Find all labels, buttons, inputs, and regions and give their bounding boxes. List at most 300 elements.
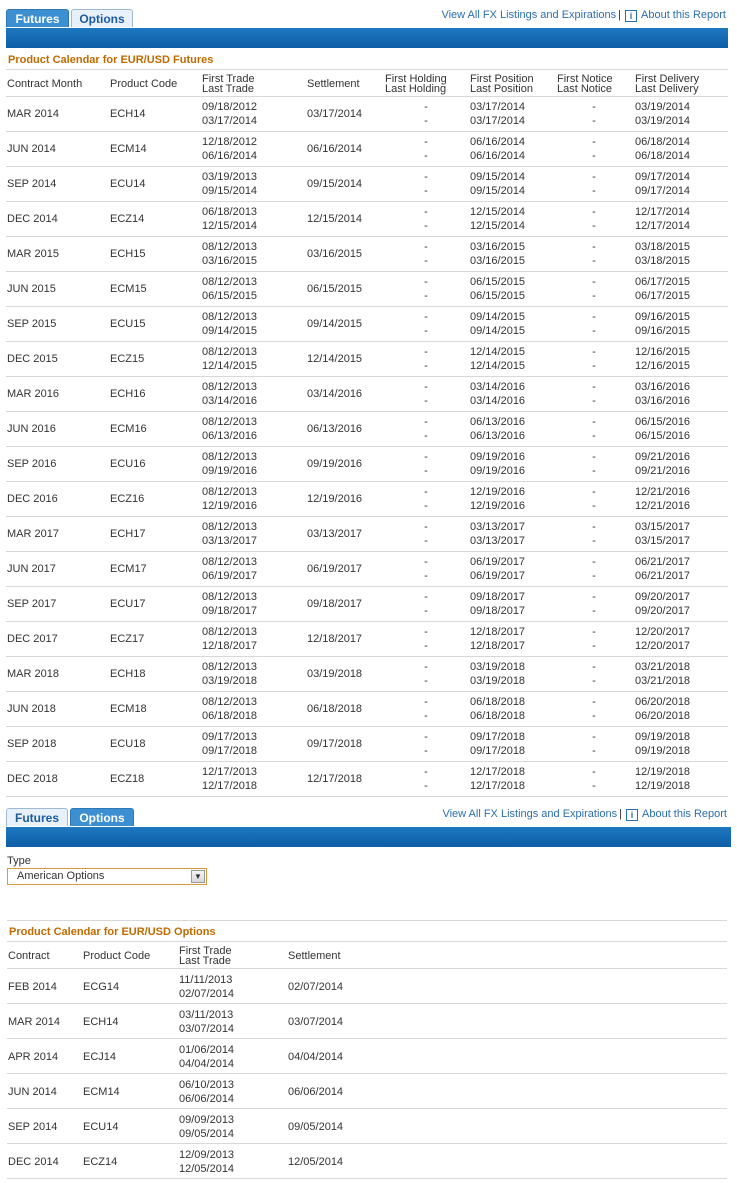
contract-month: JUN 2017 [7,563,56,575]
last-delivery: 06/21/2017 [635,570,691,582]
row-divider [6,446,728,447]
product-code: ECH14 [83,1016,119,1028]
first-holding: - [424,591,428,603]
product-code: ECJ14 [83,1051,117,1063]
row-divider [6,551,728,552]
last-holding: - [424,745,428,757]
header-first-position: First Position [470,73,534,85]
first-holding: - [424,276,428,288]
last-position: 06/15/2015 [470,290,526,302]
options-title: Product Calendar for EUR/USD Options [9,926,216,938]
first-notice: - [592,171,596,183]
divider [7,920,727,921]
product-code: ECM18 [110,703,147,715]
row-divider [6,271,728,272]
divider [6,69,728,70]
first-notice: - [592,661,596,673]
first-trade: 12/18/2012 [202,136,258,148]
first-position: 03/13/2017 [470,521,526,533]
first-position: 09/17/2018 [470,731,526,743]
header-last-position: Last Position [470,83,533,95]
top-links [442,806,727,822]
contract-month: SEP 2015 [7,318,57,330]
last-holding: - [424,325,428,337]
first-trade: 08/12/2013 [202,556,258,568]
product-code: ECH14 [110,108,146,120]
first-trade: 03/11/2013 [179,1009,234,1021]
row-divider [7,1178,727,1179]
last-trade: 12/14/2015 [202,360,258,372]
last-delivery: 03/21/2018 [635,675,691,687]
first-position: 06/15/2015 [470,276,526,288]
first-trade: 08/12/2013 [202,311,258,323]
first-delivery: 03/16/2016 [635,381,691,393]
futures-tab[interactable]: Futures [6,808,68,826]
link-separator: | [618,9,621,21]
last-holding: - [424,150,428,162]
row-divider [6,796,728,797]
first-notice: - [592,101,596,113]
first-trade: 11/11/2013 [179,974,233,986]
settlement: 09/18/2017 [307,598,363,610]
info-icon[interactable]: i [625,10,637,22]
contract: DEC 2014 [8,1156,59,1168]
contract-month: DEC 2014 [7,213,58,225]
first-notice: - [592,416,596,428]
first-notice: - [592,136,596,148]
last-delivery: 06/15/2016 [635,430,691,442]
last-trade: 06/19/2017 [202,570,258,582]
last-notice: - [592,360,596,372]
last-position: 03/19/2018 [470,675,526,687]
product-code: ECH18 [110,668,146,680]
last-holding: - [424,780,428,792]
last-delivery: 09/17/2014 [635,185,691,197]
first-delivery: 09/20/2017 [635,591,691,603]
contract: FEB 2014 [8,981,57,993]
type-select[interactable] [7,868,207,885]
first-delivery: 09/16/2015 [635,311,691,323]
last-notice: - [592,710,596,722]
first-trade: 06/18/2013 [202,206,258,218]
last-trade: 09/14/2015 [202,325,258,337]
first-position: 09/14/2015 [470,311,526,323]
futures-tab[interactable]: Futures [6,9,69,27]
header-product-code: Product Code [110,78,178,90]
type-select-value: American Options [17,870,105,882]
last-notice: - [592,430,596,442]
header-settlement: Settlement [307,78,360,90]
last-notice: - [592,290,596,302]
settlement: 02/07/2014 [288,981,344,993]
first-position: 12/15/2014 [470,206,526,218]
last-delivery: 03/16/2016 [635,395,691,407]
view-all-fx-link[interactable]: View All FX Listings and Expirations [442,808,618,820]
last-trade: 06/16/2014 [202,150,258,162]
settlement: 12/17/2018 [307,773,363,785]
settlement: 09/05/2014 [288,1121,344,1133]
contract-month: MAR 2017 [7,528,59,540]
last-holding: - [424,115,428,127]
product-code: ECH17 [110,528,146,540]
first-position: 09/19/2016 [470,451,526,463]
last-trade: 03/16/2015 [202,255,258,267]
first-delivery: 09/19/2018 [635,731,691,743]
last-holding: - [424,360,428,372]
first-notice: - [592,556,596,568]
last-delivery: 06/18/2014 [635,150,691,162]
first-trade: 12/09/2013 [179,1149,235,1161]
contract: MAR 2014 [8,1016,60,1028]
settlement: 03/13/2017 [307,528,363,540]
last-trade: 06/13/2016 [202,430,258,442]
first-position: 12/18/2017 [470,626,526,638]
last-delivery: 09/21/2016 [635,465,691,477]
options-calendar-section [0,800,737,1183]
last-holding: - [424,290,428,302]
product-code: ECG14 [83,981,120,993]
link-separator: | [619,808,622,820]
last-notice: - [592,115,596,127]
settlement: 06/06/2014 [288,1086,344,1098]
first-notice: - [592,521,596,533]
first-notice: - [592,626,596,638]
first-delivery: 12/16/2015 [635,346,691,358]
settlement: 06/19/2017 [307,563,363,575]
contract-month: JUN 2015 [7,283,56,295]
row-divider [6,691,728,692]
row-divider [6,201,728,202]
last-trade: 09/19/2016 [202,465,258,477]
chevron-down-icon[interactable]: ▼ [191,870,205,883]
last-trade: 04/04/2014 [179,1058,235,1070]
settlement: 12/15/2014 [307,213,363,225]
last-holding: - [424,500,428,512]
last-notice: - [592,185,596,197]
last-holding: - [424,395,428,407]
first-holding: - [424,136,428,148]
first-delivery: 06/17/2015 [635,276,691,288]
first-trade: 08/12/2013 [202,696,258,708]
first-trade: 09/18/2012 [202,101,258,113]
last-delivery: 03/18/2015 [635,255,691,267]
last-trade: 12/17/2018 [202,780,258,792]
contract-month: DEC 2016 [7,493,58,505]
first-holding: - [424,486,428,498]
settlement: 06/16/2014 [307,143,363,155]
first-holding: - [424,381,428,393]
last-trade: 09/15/2014 [202,185,258,197]
last-delivery: 12/20/2017 [635,640,691,652]
row-divider [7,1073,727,1074]
last-delivery: 09/20/2017 [635,605,691,617]
product-code: ECM15 [110,283,147,295]
last-notice: - [592,255,596,267]
last-trade: 03/17/2014 [202,115,258,127]
product-code: ECU17 [110,598,146,610]
last-notice: - [592,220,596,232]
last-notice: - [592,570,596,582]
product-code: ECZ15 [110,353,145,365]
futures-title: Product Calendar for EUR/USD Futures [8,54,214,66]
header-first-trade: First Trade [179,945,232,957]
header-last-notice: Last Notice [557,83,613,95]
header-divider [7,968,727,969]
last-holding: - [424,570,428,582]
last-position: 09/17/2018 [470,745,526,757]
settlement: 09/15/2014 [307,178,363,190]
row-divider [6,761,728,762]
about-report-link[interactable]: About this Report [641,9,726,21]
row-divider [6,726,728,727]
first-position: 06/18/2018 [470,696,526,708]
contract-month: SEP 2016 [7,458,57,470]
first-holding: - [424,346,428,358]
header-first-trade: First Trade [202,73,255,85]
row-divider [6,621,728,622]
last-delivery: 12/16/2015 [635,360,691,372]
product-code: ECZ17 [110,633,145,645]
first-holding: - [424,521,428,533]
first-delivery: 06/20/2018 [635,696,691,708]
last-position: 12/17/2018 [470,780,526,792]
last-notice: - [592,500,596,512]
header-contract-month: Contract Month [7,78,83,90]
row-divider [6,481,728,482]
first-delivery: 09/17/2014 [635,171,691,183]
first-trade: 09/09/2013 [179,1114,235,1126]
last-holding: - [424,185,428,197]
first-trade: 08/12/2013 [202,521,258,533]
last-notice: - [592,640,596,652]
last-trade: 09/18/2017 [202,605,258,617]
contract-month: SEP 2014 [7,178,57,190]
first-position: 03/17/2014 [470,101,526,113]
first-trade: 01/06/2014 [179,1044,235,1056]
last-holding: - [424,675,428,687]
options-tab[interactable]: Options [71,9,133,27]
last-trade: 03/19/2018 [202,675,258,687]
last-position: 06/13/2016 [470,430,526,442]
first-notice: - [592,311,596,323]
last-delivery: 03/19/2014 [635,115,691,127]
last-notice: - [592,150,596,162]
first-trade: 08/12/2013 [202,416,258,428]
first-trade: 08/12/2013 [202,381,258,393]
last-position: 12/14/2015 [470,360,526,372]
last-position: 06/18/2018 [470,710,526,722]
last-notice: - [592,745,596,757]
first-position: 06/13/2016 [470,416,526,428]
first-position: 12/17/2018 [470,766,526,778]
first-position: 12/19/2016 [470,486,526,498]
first-delivery: 06/21/2017 [635,556,691,568]
first-delivery: 03/15/2017 [635,521,691,533]
first-delivery: 12/20/2017 [635,626,691,638]
settlement: 12/14/2015 [307,353,363,365]
contract: APR 2014 [8,1051,59,1063]
contract-month: SEP 2017 [7,598,57,610]
last-trade: 12/18/2017 [202,640,258,652]
contract-month: MAR 2015 [7,248,59,260]
first-position: 06/19/2017 [470,556,526,568]
last-notice: - [592,325,596,337]
header-settlement: Settlement [288,950,341,962]
contract: SEP 2014 [8,1121,58,1133]
first-trade: 08/12/2013 [202,626,258,638]
first-delivery: 12/17/2014 [635,206,691,218]
contract-month: MAR 2016 [7,388,59,400]
last-trade: 03/13/2017 [202,535,258,547]
row-divider [7,1108,727,1109]
row-divider [7,1038,727,1039]
contract-month: JUN 2016 [7,423,56,435]
first-position: 06/16/2014 [470,136,526,148]
header-first-holding: First Holding [385,73,447,85]
first-trade: 03/19/2013 [202,171,258,183]
section-header-bar [6,28,728,48]
last-trade: 06/06/2014 [179,1093,235,1105]
first-delivery: 09/21/2016 [635,451,691,463]
product-code: ECU14 [83,1121,119,1133]
product-code: ECM14 [110,143,147,155]
first-delivery: 03/18/2015 [635,241,691,253]
settlement: 09/19/2016 [307,458,363,470]
last-trade: 06/18/2018 [202,710,258,722]
first-notice: - [592,451,596,463]
last-trade: 12/19/2016 [202,500,258,512]
product-code: ECU16 [110,458,146,470]
last-position: 09/19/2016 [470,465,526,477]
last-position: 03/17/2014 [470,115,526,127]
first-notice: - [592,696,596,708]
row-divider [6,341,728,342]
settlement: 12/19/2016 [307,493,363,505]
row-divider [7,1003,727,1004]
about-report-link[interactable]: About this Report [642,808,727,820]
first-trade: 08/12/2013 [202,346,258,358]
row-divider [6,516,728,517]
contract-month: MAR 2014 [7,108,59,120]
last-holding: - [424,710,428,722]
last-position: 03/16/2015 [470,255,526,267]
contract-month: DEC 2018 [7,773,58,785]
last-delivery: 06/17/2015 [635,290,691,302]
row-divider [7,1143,727,1144]
last-delivery: 06/20/2018 [635,710,691,722]
first-delivery: 06/15/2016 [635,416,691,428]
settlement: 09/17/2018 [307,738,363,750]
settlement: 06/13/2016 [307,423,363,435]
settlement: 06/18/2018 [307,703,363,715]
last-position: 12/19/2016 [470,500,526,512]
first-holding: - [424,241,428,253]
first-notice: - [592,381,596,393]
first-delivery: 03/19/2014 [635,101,691,113]
first-delivery: 03/21/2018 [635,661,691,673]
last-position: 03/13/2017 [470,535,526,547]
first-holding: - [424,731,428,743]
first-trade: 08/12/2013 [202,661,258,673]
product-code: ECM16 [110,423,147,435]
first-delivery: 12/19/2018 [635,766,691,778]
header-last-delivery: Last Delivery [635,83,699,95]
last-trade: 03/14/2016 [202,395,258,407]
first-notice: - [592,206,596,218]
last-position: 09/14/2015 [470,325,526,337]
last-trade: 12/15/2014 [202,220,258,232]
type-label: Type [7,855,31,867]
first-delivery: 12/21/2016 [635,486,691,498]
first-notice: - [592,241,596,253]
last-trade: 06/15/2015 [202,290,258,302]
row-divider [6,131,728,132]
last-position: 03/14/2016 [470,395,526,407]
last-position: 12/18/2017 [470,640,526,652]
header-contract: Contract [8,950,50,962]
last-position: 09/15/2014 [470,185,526,197]
first-trade: 09/17/2013 [202,731,258,743]
last-delivery: 09/16/2015 [635,325,691,337]
product-code: ECM14 [83,1086,120,1098]
product-code: ECZ16 [110,493,145,505]
first-holding: - [424,101,428,113]
first-notice: - [592,276,596,288]
last-delivery: 12/19/2018 [635,780,691,792]
last-holding: - [424,640,428,652]
product-code: ECZ14 [110,213,145,225]
settlement: 03/16/2015 [307,248,363,260]
first-holding: - [424,451,428,463]
first-holding: - [424,766,428,778]
view-all-fx-link[interactable]: View All FX Listings and Expirations [441,9,617,21]
last-notice: - [592,465,596,477]
last-holding: - [424,535,428,547]
options-tab[interactable]: Options [70,808,134,826]
last-holding: - [424,605,428,617]
settlement: 03/17/2014 [307,108,363,120]
last-notice: - [592,535,596,547]
first-position: 12/14/2015 [470,346,526,358]
row-divider [6,656,728,657]
header-first-delivery: First Delivery [635,73,700,85]
first-trade: 08/12/2013 [202,276,258,288]
last-trade: 09/17/2018 [202,745,258,757]
section-header-bar [6,827,731,847]
last-position: 12/15/2014 [470,220,526,232]
first-position: 09/15/2014 [470,171,526,183]
first-trade: 08/12/2013 [202,241,258,253]
last-delivery: 09/19/2018 [635,745,691,757]
first-position: 03/16/2015 [470,241,526,253]
row-divider [6,306,728,307]
last-holding: - [424,430,428,442]
first-holding: - [424,626,428,638]
row-divider [6,586,728,587]
contract-month: SEP 2018 [7,738,57,750]
last-delivery: 12/17/2014 [635,220,691,232]
first-trade: 08/12/2013 [202,451,258,463]
first-notice: - [592,766,596,778]
product-code: ECU18 [110,738,146,750]
first-holding: - [424,171,428,183]
last-trade: 03/07/2014 [179,1023,235,1035]
info-icon[interactable]: i [626,809,638,821]
first-notice: - [592,346,596,358]
product-code: ECU14 [110,178,146,190]
last-trade: 09/05/2014 [179,1128,235,1140]
product-code: ECZ18 [110,773,145,785]
